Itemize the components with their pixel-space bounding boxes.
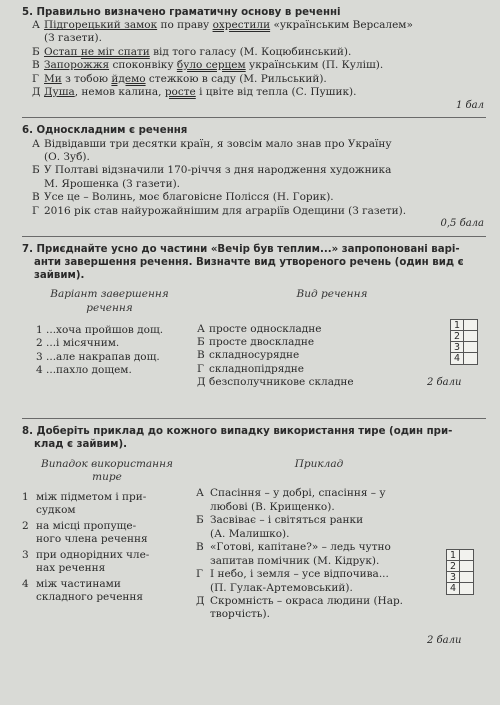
task-6-option-c[interactable] (32, 191, 486, 204)
sentence-type-b[interactable] (197, 336, 437, 349)
task-8-left-column (22, 458, 192, 622)
variant-item: 1 ...хоча пройшов дощ. (36, 323, 164, 336)
answer-row-number: 2 (447, 561, 460, 571)
answer-cell[interactable] (460, 583, 473, 594)
variant-item: 4 ...пахло дощем. (36, 364, 132, 377)
task-5-option-c[interactable] (32, 59, 486, 72)
task-7 (22, 243, 486, 415)
option-letter: Г (32, 204, 39, 217)
task-5-title: 5. Правильно визначено граматичну основу в реченні (22, 7, 341, 18)
plain-text: , немов калина, (74, 86, 165, 99)
item-text: при однорідних чле- (36, 548, 150, 561)
task-5-options (32, 19, 486, 100)
answer-row-number: 4 (447, 583, 460, 594)
option-text (44, 46, 486, 59)
answer-row-number: 3 (451, 342, 464, 352)
task-6-option-b[interactable] (32, 164, 486, 177)
option-text-continued: творчість). (210, 608, 270, 621)
example-item[interactable] (196, 487, 422, 514)
task-7-left-column (22, 288, 197, 390)
option-text: Скромність – окраса людини (Нар. (210, 594, 404, 607)
task-8 (22, 425, 486, 665)
task-5-option-a[interactable] (32, 19, 486, 32)
task-5-option-b[interactable] (32, 46, 486, 59)
task-6-option-d[interactable] (32, 205, 486, 218)
variant-item: 2 ...і місячним. (36, 337, 120, 350)
option-letter: Б (197, 335, 205, 348)
option-text-continued: запитав помічник (М. Кідрук). (210, 554, 380, 567)
subject-text: Підгорецький замок (44, 19, 158, 32)
title-line: анти завершення речення. Визначте вид утвореного речень (один вид є (34, 256, 464, 268)
plain-text: від того галасу (М. Коцюбинський). (149, 45, 352, 58)
variant-item: 3 ...але накрапав дощ. (36, 350, 160, 363)
option-text (44, 86, 486, 99)
answer-cell[interactable] (460, 550, 473, 560)
option-text-continued: (О. Зуб). (44, 150, 90, 163)
answer-row-number: 1 (447, 550, 460, 560)
answer-row-number: 2 (451, 331, 464, 341)
plain-text: з тобою (61, 72, 112, 85)
task-8-title (22, 425, 486, 451)
sentence-type-d[interactable] (197, 363, 437, 376)
task-7-score: 2 бали (427, 376, 462, 388)
example-item[interactable] (196, 595, 422, 622)
task-7-answer-grid[interactable] (450, 319, 478, 365)
column-header: Варіант завершення (50, 288, 169, 301)
task-6-option-a[interactable] (32, 138, 486, 151)
plain-text: українським (П. Куліш). (245, 59, 384, 72)
answer-cell[interactable] (460, 572, 473, 582)
plain-text: «українським Версалем» (270, 19, 413, 32)
subject-text: Остап (44, 45, 81, 58)
option-text-continued: любові (В. Крищенко). (210, 500, 335, 513)
predicate-text: йдемо (111, 72, 146, 85)
task-6 (22, 124, 486, 230)
task-6-options (32, 138, 486, 219)
option-text-continued: (А. Малишко). (210, 527, 290, 540)
example-item[interactable] (196, 541, 422, 568)
option-letter: Б (196, 514, 204, 527)
task-5-option-d[interactable] (32, 73, 486, 86)
option-letter: В (32, 59, 40, 72)
dash-case-item (22, 520, 192, 547)
sentence-type-e[interactable] (197, 376, 437, 389)
item-text: між підметом і при- (36, 490, 147, 503)
column-header: Випадок використання (41, 458, 173, 471)
task-7-right-column (197, 288, 437, 390)
option-text (44, 19, 486, 32)
subject-text: Запорожжя (44, 59, 110, 72)
answer-row-number: 4 (451, 353, 464, 364)
item-number: 4 (22, 577, 29, 590)
option-letter: А (32, 19, 40, 32)
answer-row-number: 3 (447, 572, 460, 582)
title-line: 8. Доберіть приклад до кожного випадку використання тире (один при- (22, 425, 453, 437)
item-text-continued: нах речення (36, 562, 106, 575)
dash-case-item (22, 549, 192, 576)
option-text: безсполучникове складне (209, 376, 354, 389)
option-letter: Г (196, 568, 203, 581)
column-header: речення (86, 301, 133, 314)
task-8-score: 2 бали (427, 634, 462, 646)
answer-cell[interactable] (460, 561, 473, 571)
dash-case-item (22, 578, 192, 605)
option-letter: Б (32, 45, 40, 58)
option-text-continued: (З газети). (44, 32, 102, 45)
item-number: 2 (22, 519, 29, 532)
plain-text: споконвіку (109, 59, 177, 72)
task-5 (22, 6, 486, 112)
task-6-title: 6. Односкладним є речення (22, 125, 188, 137)
option-letter: В (196, 541, 204, 554)
plain-text: по праву (157, 19, 213, 32)
task-5-score: 1 бал (456, 99, 484, 111)
answer-cell[interactable] (464, 320, 477, 330)
predicate-text: охрестили (212, 19, 271, 32)
option-text-continued: (П. Гулак-Артемовський). (210, 581, 353, 594)
sentence-type-c[interactable] (197, 349, 437, 362)
example-item[interactable] (196, 514, 422, 541)
option-letter: В (32, 191, 40, 204)
option-text: Усе це – Волинь, моє благовісне Полісся (Н. Горик). (44, 191, 334, 204)
option-text: «Готові, капітане?» – ледь чутно (210, 541, 391, 554)
option-letter: Г (32, 72, 39, 85)
divider (22, 236, 486, 237)
item-text: на місці пропуще- (36, 519, 137, 532)
option-text: складносурядне (209, 349, 300, 362)
item-text-continued: ного члена речення (36, 533, 148, 546)
answer-cell[interactable] (464, 331, 477, 341)
option-text-continued: М. Ярошенка (З газети). (44, 177, 181, 190)
predicate-text: було серцем (176, 59, 246, 72)
option-text: просте двоскладне (209, 335, 315, 348)
answer-cell[interactable] (464, 342, 477, 352)
option-letter: Д (196, 594, 205, 607)
task-8-answer-grid[interactable] (446, 549, 474, 595)
item-text-continued: складного речення (36, 590, 144, 603)
sentence-type-a[interactable] (197, 323, 437, 336)
task-5-option-e[interactable] (32, 86, 486, 99)
item-number: 3 (22, 548, 29, 561)
column-header: тире (92, 471, 122, 484)
option-letter: В (197, 349, 205, 362)
option-text: складнопідрядне (209, 362, 305, 375)
item-text: між частинами (36, 577, 121, 590)
item-text-continued: судком (36, 504, 76, 517)
task-7-title (22, 243, 486, 282)
example-item[interactable] (196, 568, 422, 595)
option-letter: А (197, 322, 205, 335)
option-text: 2016 рік став найурожайнішим для аграріїв Одещини (З газети). (44, 204, 407, 217)
option-letter: Б (32, 164, 40, 177)
option-text: У Полтаві відзначили 170-річчя з дня народження художника (44, 164, 392, 177)
task-6-score: 0,5 бала (440, 218, 484, 230)
item-number: 1 (22, 490, 29, 503)
plain-text: стежкою в саду (М. Рильський). (145, 72, 327, 85)
divider (22, 418, 486, 419)
predicate-text: росте (164, 86, 196, 99)
option-text: І небо, і земля – усе відпочива... (210, 568, 389, 581)
subject-text: Ми (44, 72, 62, 85)
answer-row-number: 1 (451, 320, 464, 330)
divider (22, 117, 486, 118)
answer-cell[interactable] (464, 353, 477, 364)
option-text (44, 59, 486, 72)
column-header: Вид речення (296, 288, 368, 301)
option-letter: А (196, 487, 204, 500)
option-text: Спасіння – у добрі, спасіння – у (210, 487, 386, 500)
dash-case-item (22, 491, 192, 518)
option-letter: А (32, 137, 40, 150)
option-text: просте односкладне (209, 322, 322, 335)
predicate-text: не міг спати (80, 45, 150, 58)
option-letter: Д (32, 86, 41, 99)
option-letter: Д (197, 376, 206, 389)
option-text: Відвідавши три десятки країн, я зовсім мало знав про Україну (44, 137, 392, 150)
option-text: Засвіває – і світяться ранки (210, 514, 364, 527)
title-line: клад є зайвим). (34, 438, 127, 450)
plain-text: і цвіте від тепла (С. Пушик). (195, 86, 357, 99)
column-header: Приклад (294, 458, 344, 471)
title-line: 7. Приєднайте усно до частини «Вечір був теплим...» запропоновані варі- (22, 243, 460, 255)
title-line: зайвим). (34, 270, 85, 282)
option-letter: Г (197, 362, 204, 375)
task-8-right-column (192, 458, 422, 622)
subject-text: Душа (44, 86, 75, 99)
option-text (44, 73, 486, 86)
